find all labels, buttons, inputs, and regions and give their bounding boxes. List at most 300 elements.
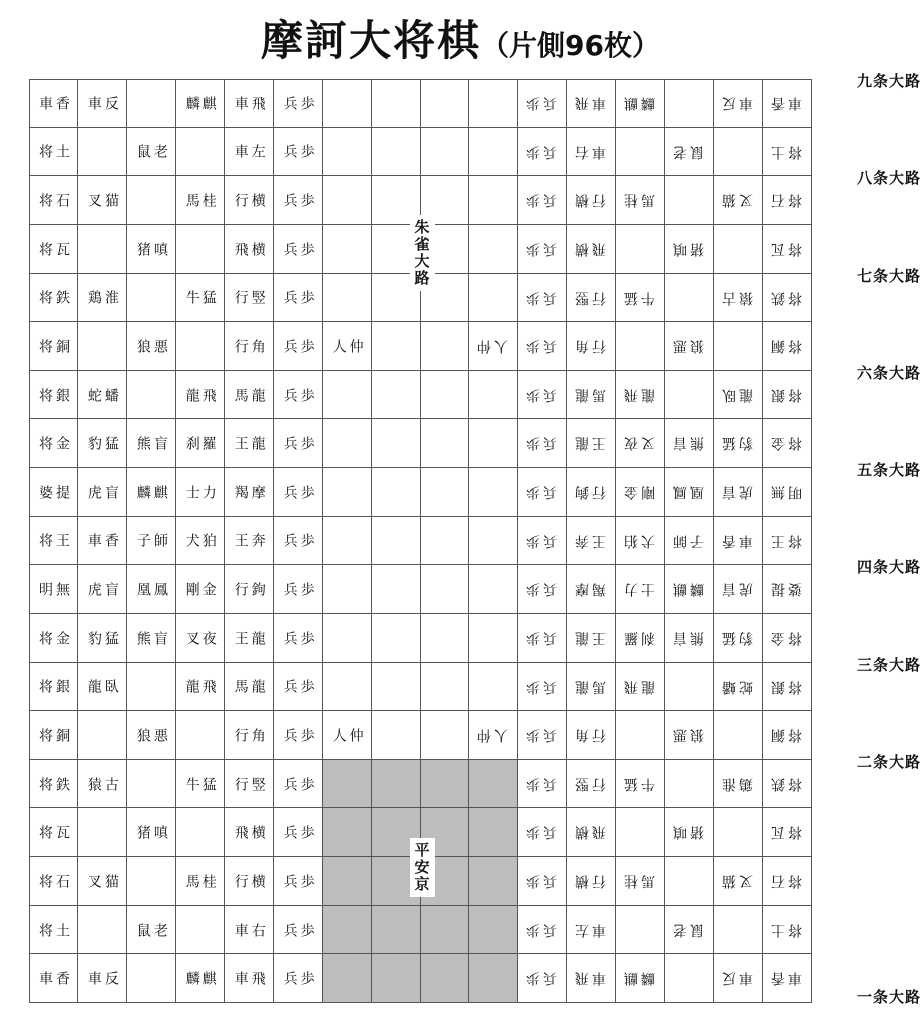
board-cell — [421, 517, 470, 566]
board-cell — [225, 906, 274, 955]
board-cell — [225, 760, 274, 809]
piece-label: 蛇 — [85, 387, 102, 403]
piece-label: 行 — [232, 873, 249, 889]
piece-label: 仲 — [347, 728, 364, 744]
piece-label: 歩 — [298, 144, 315, 160]
board-cell — [176, 565, 225, 614]
piece-label: 明 — [788, 484, 805, 500]
piece-label: 銅 — [53, 338, 70, 354]
piece-label: 猫 — [102, 193, 119, 209]
piece-label: 飛 — [575, 971, 592, 987]
board-cell — [78, 760, 127, 809]
piece-label: 兵 — [281, 679, 298, 695]
piece-label: 婆 — [788, 582, 805, 598]
piece-label: 淮 — [102, 290, 119, 306]
piece-label: 馬 — [232, 387, 249, 403]
board-cell — [127, 322, 176, 371]
shogi-piece — [714, 517, 763, 566]
piece-label: 飛 — [592, 241, 609, 257]
piece-label: 龍 — [739, 387, 756, 403]
piece-label: 竪 — [249, 290, 266, 306]
piece-label: 鉤 — [249, 582, 266, 598]
piece-label: 将 — [36, 922, 53, 938]
shogi-piece — [29, 663, 78, 712]
shogi-piece — [78, 857, 127, 906]
board-cell — [127, 517, 176, 566]
shogi-piece — [176, 79, 225, 128]
piece-label: 金 — [53, 436, 70, 452]
board-cell — [225, 322, 274, 371]
shogi-piece — [127, 808, 176, 857]
board-cell — [421, 565, 470, 614]
shogi-piece — [714, 274, 763, 323]
piece-label: 金 — [200, 582, 217, 598]
board-cell — [518, 760, 567, 809]
piece-label: 馬 — [592, 679, 609, 695]
piece-label: 横 — [575, 241, 592, 257]
board-cell — [616, 225, 665, 274]
shogi-piece — [225, 565, 274, 614]
shogi-piece — [127, 225, 176, 274]
piece-label: 盲 — [722, 484, 739, 500]
piece-label: 猿 — [85, 776, 102, 792]
piece-label: 兵 — [543, 387, 560, 403]
shogi-piece — [714, 79, 763, 128]
piece-label: 麒 — [624, 95, 641, 111]
board-cell — [176, 274, 225, 323]
board-cell — [372, 419, 421, 468]
board-cell — [127, 371, 176, 420]
board-cell — [665, 128, 714, 177]
shogi-piece — [763, 614, 812, 663]
shogi-piece — [714, 468, 763, 517]
piece-label: 将 — [788, 728, 805, 744]
board-cell — [567, 711, 616, 760]
board-cell — [421, 760, 470, 809]
piece-label: 麒 — [200, 971, 217, 987]
board-cell — [29, 128, 78, 177]
board-cell — [274, 322, 323, 371]
piece-label: 金 — [53, 630, 70, 646]
board-cell — [225, 663, 274, 712]
shogi-piece — [29, 906, 78, 955]
shogi-piece — [225, 663, 274, 712]
board-cell — [78, 663, 127, 712]
board-cell — [469, 371, 518, 420]
board-cell — [518, 954, 567, 1003]
piece-label: 兵 — [543, 290, 560, 306]
board-cell — [29, 760, 78, 809]
shogi-piece — [225, 760, 274, 809]
piece-label: 将 — [36, 679, 53, 695]
board-cell — [421, 128, 470, 177]
piece-label: 兵 — [281, 776, 298, 792]
shogi-piece — [714, 663, 763, 712]
shogi-piece — [274, 954, 323, 1003]
piece-label: 将 — [36, 436, 53, 452]
piece-label: 香 — [771, 971, 788, 987]
piece-label: 将 — [788, 338, 805, 354]
board-cell — [29, 419, 78, 468]
board-cell — [665, 954, 714, 1003]
shogi-piece — [78, 79, 127, 128]
piece-label: 歩 — [526, 484, 543, 500]
piece-label: 桂 — [624, 193, 641, 209]
piece-label: 将 — [788, 630, 805, 646]
piece-label: 兵 — [543, 533, 560, 549]
piece-label: 車 — [788, 95, 805, 111]
board-cell — [665, 565, 714, 614]
board-cell — [274, 176, 323, 225]
shogi-piece — [78, 371, 127, 420]
piece-label: 将 — [36, 241, 53, 257]
board-cell — [225, 808, 274, 857]
board-cell — [567, 954, 616, 1003]
shogi-piece — [518, 517, 567, 566]
piece-label: 熊 — [134, 630, 151, 646]
shogi-piece — [763, 565, 812, 614]
board-cell — [225, 128, 274, 177]
piece-label: 嗔 — [673, 825, 690, 841]
piece-label: 熊 — [690, 436, 707, 452]
shogi-piece — [567, 274, 616, 323]
board-cell — [323, 711, 372, 760]
board-cell — [29, 565, 78, 614]
piece-label: 犬 — [641, 533, 658, 549]
piece-label: 歩 — [526, 436, 543, 452]
board-cell — [763, 176, 812, 225]
shogi-piece — [29, 371, 78, 420]
piece-label: 横 — [249, 241, 266, 257]
piece-label: 狼 — [134, 338, 151, 354]
shogi-piece — [176, 760, 225, 809]
board-cell — [323, 225, 372, 274]
board-cell — [176, 128, 225, 177]
shogi-piece — [176, 517, 225, 566]
shogi-piece — [29, 322, 78, 371]
piece-label: 歩 — [526, 387, 543, 403]
piece-label: 行 — [592, 873, 609, 889]
shogi-piece — [567, 468, 616, 517]
shogi-piece — [665, 906, 714, 955]
board-cell — [323, 808, 372, 857]
jou-road-label: 四条大路 — [856, 558, 921, 577]
board-cell — [372, 663, 421, 712]
board-cell — [616, 954, 665, 1003]
piece-label: 古 — [722, 290, 739, 306]
board-cell — [567, 565, 616, 614]
board-cell — [225, 371, 274, 420]
shogi-piece — [567, 614, 616, 663]
piece-label: 提 — [771, 582, 788, 598]
piece-label: 麒 — [673, 582, 690, 598]
piece-label: 鉤 — [575, 484, 592, 500]
piece-label: 龍 — [85, 679, 102, 695]
board-cell — [665, 274, 714, 323]
piece-label: 飛 — [232, 825, 249, 841]
board-cell — [763, 954, 812, 1003]
piece-label: 金 — [624, 484, 641, 500]
shogi-piece — [176, 663, 225, 712]
piece-label: 歩 — [526, 922, 543, 938]
piece-label: 歩 — [298, 825, 315, 841]
board-cell — [616, 857, 665, 906]
piece-label: 凰 — [690, 484, 707, 500]
piece-label: 兵 — [281, 873, 298, 889]
board-cell — [567, 663, 616, 712]
piece-label: 狼 — [690, 728, 707, 744]
piece-label: 老 — [673, 144, 690, 160]
board-cell — [225, 517, 274, 566]
piece-label: 虎 — [739, 484, 756, 500]
shogi-piece — [763, 857, 812, 906]
board-cell — [372, 79, 421, 128]
piece-label: 車 — [85, 95, 102, 111]
shogi-piece — [225, 906, 274, 955]
piece-label: 銀 — [771, 387, 788, 403]
shogi-piece — [274, 808, 323, 857]
board-cell — [567, 79, 616, 128]
shogi-piece — [567, 419, 616, 468]
piece-label: 将 — [788, 387, 805, 403]
shogi-piece — [225, 468, 274, 517]
shogi-piece — [29, 274, 78, 323]
piece-label: 将 — [788, 873, 805, 889]
piece-label: 熊 — [134, 436, 151, 452]
board-cell — [127, 274, 176, 323]
shogi-piece — [274, 517, 323, 566]
piece-label: 牛 — [183, 776, 200, 792]
piece-label: 師 — [151, 533, 168, 549]
shogi-piece — [29, 711, 78, 760]
piece-label: 左 — [575, 922, 592, 938]
board-cell — [323, 906, 372, 955]
piece-label: 王 — [232, 533, 249, 549]
board-cell — [323, 371, 372, 420]
piece-label: 車 — [592, 922, 609, 938]
jou-road-label: 八条大路 — [856, 169, 921, 188]
piece-label: 石 — [771, 873, 788, 889]
shogi-piece — [518, 711, 567, 760]
shogi-piece — [78, 176, 127, 225]
board-cell — [714, 322, 763, 371]
piece-label: 将 — [788, 144, 805, 160]
board-cell — [616, 565, 665, 614]
piece-label: 飛 — [249, 971, 266, 987]
shogi-piece — [665, 468, 714, 517]
piece-label: 飛 — [624, 679, 641, 695]
board-cell — [421, 614, 470, 663]
piece-label: 猪 — [690, 825, 707, 841]
piece-label: 横 — [575, 873, 592, 889]
piece-label: 車 — [36, 971, 53, 987]
shogi-piece — [176, 371, 225, 420]
shogi-piece — [518, 322, 567, 371]
piece-label: 歩 — [526, 873, 543, 889]
piece-label: 車 — [592, 95, 609, 111]
board-cell — [225, 79, 274, 128]
board-cell — [176, 760, 225, 809]
board-cell — [274, 711, 323, 760]
piece-label: 猛 — [200, 290, 217, 306]
shogi-piece — [518, 954, 567, 1003]
board-cell — [616, 176, 665, 225]
piece-label: 歩 — [298, 533, 315, 549]
piece-label: 人 — [494, 338, 511, 354]
shogi-piece — [274, 906, 323, 955]
board-cell — [665, 322, 714, 371]
board-cell — [274, 808, 323, 857]
piece-label: 兵 — [543, 144, 560, 160]
piece-label: 蟠 — [102, 387, 119, 403]
piece-label: 行 — [592, 776, 609, 792]
piece-label: 鼠 — [134, 144, 151, 160]
piece-label: 王 — [592, 630, 609, 646]
piece-label: 麟 — [641, 971, 658, 987]
piece-label: 土 — [53, 144, 70, 160]
shogi-piece — [127, 128, 176, 177]
piece-label: 龍 — [249, 436, 266, 452]
piece-label: 鉄 — [53, 290, 70, 306]
piece-label: 兵 — [281, 922, 298, 938]
board-cell — [127, 663, 176, 712]
piece-label: 瓦 — [771, 825, 788, 841]
shogi-piece — [78, 517, 127, 566]
piece-label: 悪 — [673, 728, 690, 744]
piece-label: 銅 — [771, 728, 788, 744]
shogi-piece — [763, 322, 812, 371]
piece-label: 兵 — [543, 776, 560, 792]
piece-label: 麟 — [690, 582, 707, 598]
shogi-piece — [29, 954, 78, 1003]
piece-label: 牛 — [183, 290, 200, 306]
board-cell — [421, 79, 470, 128]
piece-label: 将 — [788, 922, 805, 938]
shogi-piece — [78, 954, 127, 1003]
shogi-piece — [567, 954, 616, 1003]
shogi-piece — [665, 565, 714, 614]
board-cell — [616, 128, 665, 177]
board-cell — [274, 760, 323, 809]
shogi-piece — [225, 808, 274, 857]
piece-label: 兵 — [281, 728, 298, 744]
board-cell — [714, 468, 763, 517]
board-cell — [372, 371, 421, 420]
board-cell — [616, 371, 665, 420]
piece-label: 鉄 — [53, 776, 70, 792]
board-cell — [714, 614, 763, 663]
board-cell — [616, 711, 665, 760]
shogi-piece — [567, 760, 616, 809]
piece-label: 行 — [592, 484, 609, 500]
piece-label: 人 — [330, 728, 347, 744]
board-cell — [518, 614, 567, 663]
board-cell — [372, 906, 421, 955]
piece-label: 歩 — [298, 436, 315, 452]
shogi-piece — [763, 808, 812, 857]
shogi-piece — [225, 274, 274, 323]
board-cell — [127, 419, 176, 468]
board-cell — [274, 517, 323, 566]
board-cell — [469, 906, 518, 955]
piece-label: 牛 — [641, 776, 658, 792]
board-cell — [518, 663, 567, 712]
piece-label: 歩 — [298, 971, 315, 987]
board-cell — [127, 760, 176, 809]
board-cell — [323, 322, 372, 371]
board-cell — [469, 225, 518, 274]
piece-label: 瓦 — [771, 241, 788, 257]
piece-label: 飛 — [200, 679, 217, 695]
board-cell — [469, 760, 518, 809]
piece-label: 将 — [788, 825, 805, 841]
board-cell — [469, 128, 518, 177]
shogi-piece — [518, 468, 567, 517]
board-cell — [518, 808, 567, 857]
shogi-piece — [616, 79, 665, 128]
board-cell — [78, 79, 127, 128]
board-cell — [78, 565, 127, 614]
piece-label: 淮 — [722, 776, 739, 792]
board-cell — [127, 857, 176, 906]
piece-label: 土 — [771, 922, 788, 938]
board-cell — [763, 371, 812, 420]
shogi-piece — [567, 225, 616, 274]
piece-label: 麟 — [183, 971, 200, 987]
piece-label: 王 — [592, 436, 609, 452]
board-cell — [518, 274, 567, 323]
shogi-piece — [616, 176, 665, 225]
piece-label: 香 — [722, 533, 739, 549]
board-cell — [763, 79, 812, 128]
piece-label: 兵 — [543, 922, 560, 938]
piece-label: 反 — [722, 95, 739, 111]
board-cell — [421, 954, 470, 1003]
piece-label: 反 — [102, 95, 119, 111]
board-cell — [78, 128, 127, 177]
board-cell — [665, 663, 714, 712]
board-cell — [567, 517, 616, 566]
piece-label: 兵 — [281, 971, 298, 987]
board-cell — [714, 517, 763, 566]
board-cell — [176, 954, 225, 1003]
shogi-piece — [127, 419, 176, 468]
shogi-piece — [274, 79, 323, 128]
shogi-piece — [29, 808, 78, 857]
board-cell — [323, 419, 372, 468]
piece-label: 龍 — [575, 387, 592, 403]
shogi-piece — [225, 614, 274, 663]
piece-label: 刹 — [641, 630, 658, 646]
piece-label: 兵 — [543, 825, 560, 841]
board-cell — [127, 906, 176, 955]
piece-label: 猛 — [722, 630, 739, 646]
shogi-piece — [176, 954, 225, 1003]
piece-label: 士 — [641, 582, 658, 598]
piece-label: 剛 — [641, 484, 658, 500]
shogi-piece — [567, 128, 616, 177]
piece-label: 盲 — [151, 630, 168, 646]
shogi-piece — [176, 274, 225, 323]
board-cell — [616, 517, 665, 566]
piece-label: 石 — [53, 873, 70, 889]
board-cell — [176, 857, 225, 906]
board-cell — [665, 371, 714, 420]
shogi-piece — [225, 176, 274, 225]
board-cell — [567, 176, 616, 225]
shogi-piece — [29, 857, 78, 906]
shogi-piece — [616, 468, 665, 517]
